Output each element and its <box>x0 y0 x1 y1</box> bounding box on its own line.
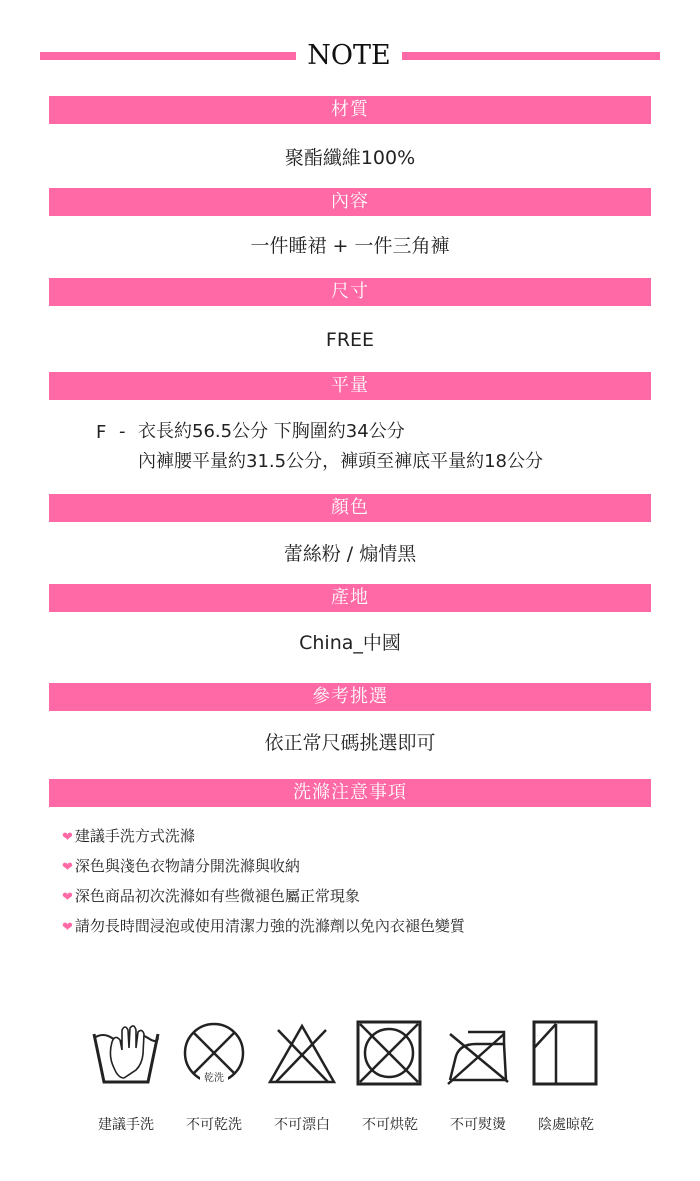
symbol-no-iron <box>442 1020 514 1134</box>
symbol-label: 不可烘乾 <box>362 1117 418 1133</box>
size-code: F <box>96 422 107 443</box>
color-label: 顏色 <box>49 494 651 522</box>
origin-value: China_中國 <box>299 632 401 654</box>
contents-value: 一件睡裙 + 一件三角褲 <box>250 235 450 257</box>
contents-label: 內容 <box>49 188 651 216</box>
size-value: FREE <box>325 329 375 351</box>
symbol-label: 不可漂白 <box>274 1117 330 1133</box>
care-item-text: 建議手洗方式洗滌 <box>74 827 195 845</box>
material-label: 材質 <box>49 96 651 124</box>
size-label: 尺寸 <box>49 278 651 306</box>
care-symbols <box>90 1020 610 1160</box>
symbol-no-dry-clean <box>178 1020 250 1134</box>
measure-dash: - <box>119 421 126 442</box>
care-item <box>62 822 465 852</box>
symbol-label: 陰處晾乾 <box>538 1117 594 1133</box>
care-item <box>62 852 465 882</box>
origin-label: 產地 <box>49 584 651 612</box>
symbol-label: 建議手洗 <box>98 1117 154 1133</box>
reference-label: 參考挑選 <box>49 683 651 711</box>
symbol-shade-dry <box>530 1020 602 1134</box>
measurement-line-2: 內褲腰平量約31.5公分，褲頭至褲底平量約18公分 <box>138 451 543 472</box>
measurement-line-1: 衣長約56.5公分 下胸圍約34公分 <box>138 421 405 442</box>
care-item-text: 深色與淺色衣物請分開洗滌與收納 <box>74 857 300 875</box>
heart-icon: ❤ <box>62 860 73 875</box>
no-bleach-icon <box>266 1020 338 1086</box>
symbol-no-tumble-dry <box>354 1020 426 1134</box>
header-line-left <box>40 52 296 60</box>
care-item-text: 深色商品初次洗滌如有些微褪色屬正常現象 <box>74 887 360 905</box>
dry-clean-text: 乾洗 <box>204 1073 224 1084</box>
symbol-no-bleach <box>266 1020 338 1134</box>
hand-wash-icon <box>90 1020 162 1086</box>
heart-icon: ❤ <box>62 920 73 935</box>
note-header <box>40 38 660 74</box>
no-iron-icon <box>442 1020 514 1086</box>
care-item <box>62 912 465 942</box>
heart-icon: ❤ <box>62 830 73 845</box>
color-value: 蕾絲粉 / 煽情黑 <box>283 543 417 565</box>
header-line-right <box>402 52 660 60</box>
care-label: 洗滌注意事項 <box>49 779 651 807</box>
no-tumble-dry-icon <box>354 1020 426 1086</box>
symbol-label: 不可乾洗 <box>186 1117 242 1133</box>
symbol-hand-wash <box>90 1020 162 1134</box>
care-item <box>62 882 465 912</box>
care-list <box>62 822 465 942</box>
symbol-label: 不可熨燙 <box>450 1117 506 1133</box>
reference-value: 依正常尺碼挑選即可 <box>264 732 436 754</box>
note-title: NOTE <box>307 40 391 71</box>
shade-dry-icon <box>530 1020 602 1086</box>
material-value: 聚酯纖維100% <box>284 147 416 169</box>
no-dry-clean-icon <box>178 1020 250 1086</box>
care-item-text: 請勿長時間浸泡或使用清潔力強的洗滌劑以免內衣褪色變質 <box>74 917 465 935</box>
measurements-label: 平量 <box>49 372 651 400</box>
heart-icon: ❤ <box>62 890 73 905</box>
